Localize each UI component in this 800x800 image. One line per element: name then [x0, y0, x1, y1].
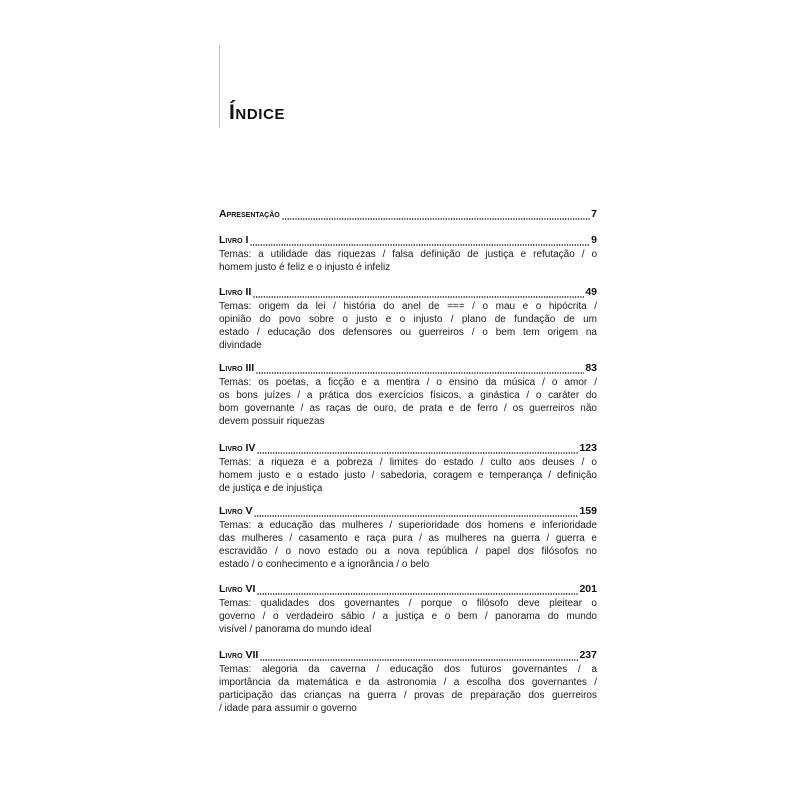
topics-line: escravidão / o novo estado ou a nova república / papel dos filósofos no — [219, 546, 597, 558]
entry-title: Livro IV — [219, 442, 256, 455]
topics-line: Temas: origem da lei / história do anel de === / o mau e o hipócrita / — [219, 300, 597, 312]
toc-entry-heading — [219, 505, 597, 518]
entry-title: Livro V — [219, 505, 253, 518]
topics-line: governo / o verdadeiro sábio / a justiça e o bem / panorama do mundo — [219, 610, 597, 622]
dot-leader — [257, 442, 578, 455]
topics-line: Temas: alegoria da caverna / educação dos futuros governantes / a — [219, 663, 597, 675]
topics-line: estado / o conhecimento e a ignorância / o belo — [219, 559, 430, 571]
entry-title: Apresentação — [219, 208, 280, 221]
topics-line: de justiça e de injustiça — [219, 483, 323, 495]
toc-entry-livro-vii — [219, 649, 597, 715]
dot-leader — [282, 208, 590, 221]
page-number: 49 — [585, 286, 597, 299]
toc-entry-heading — [219, 442, 597, 455]
topics-line: estado / educação dos defensores ou guerreiros / o bem tem origem na — [219, 327, 597, 339]
toc-entry-heading — [219, 286, 597, 299]
topics-line: das mulheres / casamento e raça pura / as mulheres na guerra / guerra e — [219, 532, 597, 544]
topics-line: Temas: qualidades dos governantes / porque o filósofo deve pleitear o — [219, 597, 597, 609]
page-number: 83 — [585, 362, 597, 375]
topics-line: homem justo e o estado justo / sabedoria, coragem e temperança / definição — [219, 469, 597, 481]
topics-line: participação das crianças na guerra / provas de preparação dos guerreiros — [219, 690, 597, 702]
topics-line: Temas: os poetas, a ficção e a mentira / o ensino da música / o amor / — [219, 376, 597, 388]
topics-line: importância da matemática e da astronomia / a escolha dos governantes / — [219, 676, 597, 688]
toc-entry-livro-v — [219, 505, 597, 571]
dot-leader — [254, 505, 578, 518]
dot-leader — [250, 234, 590, 247]
page-number: 7 — [591, 208, 597, 221]
toc-entry-heading — [219, 649, 597, 662]
dot-leader — [253, 286, 584, 299]
entry-title: Livro VII — [219, 649, 259, 662]
dot-leader — [256, 362, 584, 375]
topics-line: opinião do povo sobre o justo e o injusto / plano de fundação de um — [219, 313, 597, 325]
dot-leader — [260, 649, 578, 662]
topics-line: Temas: a riqueza e a pobreza / limites do estado / culto aos deuses / o — [219, 456, 597, 468]
toc-entry-livro-vi — [219, 583, 597, 636]
margin-rule — [219, 45, 220, 128]
topics-line: divindade — [219, 340, 262, 352]
topics-line: visível / panorama do mundo ideal — [219, 624, 372, 636]
page-title: Índice — [229, 101, 286, 124]
topics-line: homem justo é feliz e o injusto é infeliz — [219, 261, 391, 273]
toc-entry-apresentacao — [219, 208, 597, 221]
topics-line: devem possuir riquezas — [219, 416, 325, 428]
topics-line: os bons juízes / a prática dos exercícios físicos, a ginástica / o caráter do — [219, 389, 597, 401]
page-number: 201 — [579, 583, 597, 596]
topics-line: Temas: a utilidade das riquezas / falsa definição de justiça e refutação / o — [219, 248, 597, 260]
toc-entry-livro-iv — [219, 442, 597, 495]
topics-line: / idade para assumir o governo — [219, 703, 357, 715]
toc-entry-heading — [219, 583, 597, 596]
page-number: 123 — [579, 442, 597, 455]
page-number: 9 — [591, 234, 597, 247]
page-number: 159 — [579, 505, 597, 518]
topics-line: Temas: a educação das mulheres / superioridade dos homens e inferioridade — [219, 519, 597, 531]
toc-entry-livro-i — [219, 234, 597, 274]
toc-entry-heading — [219, 234, 597, 247]
toc-entry-heading — [219, 362, 597, 375]
toc-entry-livro-ii — [219, 286, 597, 352]
dot-leader — [257, 583, 578, 596]
topics-line: bom governante / as raças de ouro, de prata e de ferro / os guerreiros não — [219, 403, 597, 415]
entry-title: Livro II — [219, 286, 252, 299]
entry-title: Livro III — [219, 362, 255, 375]
page-number: 237 — [579, 649, 597, 662]
toc-entry-livro-iii — [219, 362, 597, 428]
entry-title: Livro I — [219, 234, 249, 247]
toc-entry-heading — [219, 208, 597, 221]
entry-title: Livro VI — [219, 583, 256, 596]
